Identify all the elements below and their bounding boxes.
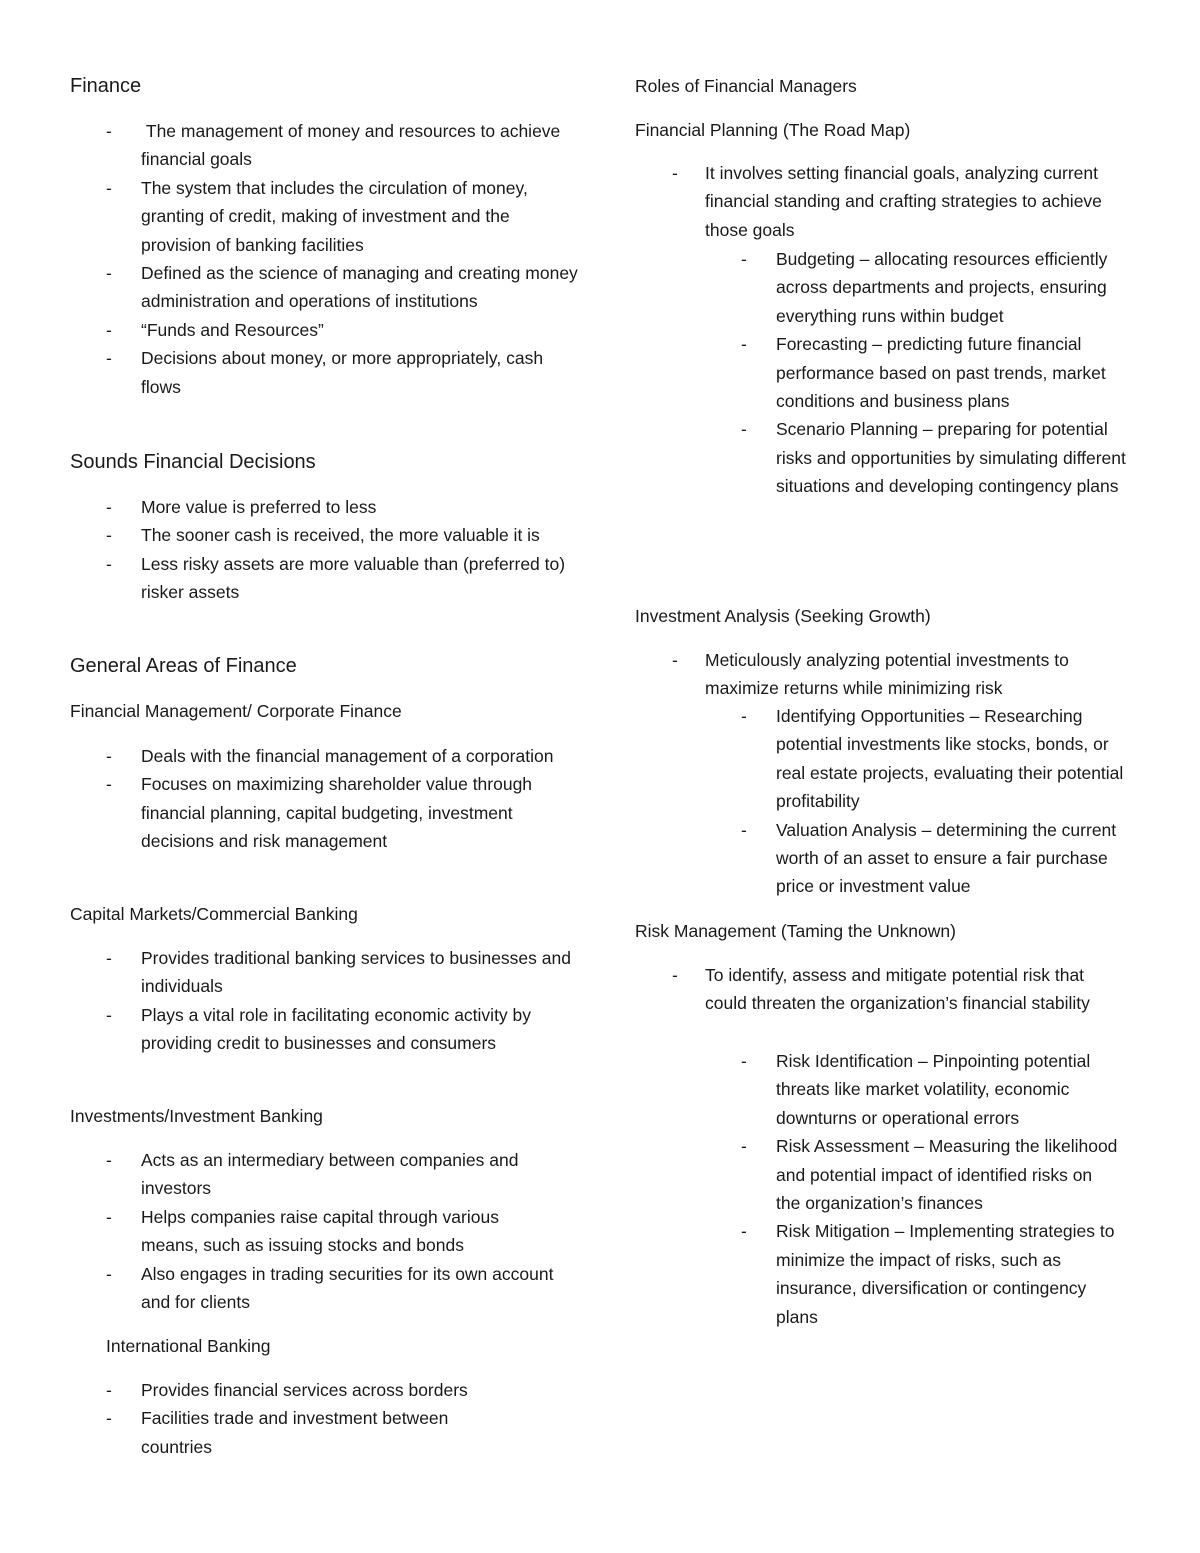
list-item: - Risk Assessment – Measuring the likelihood and potential impact of identified risks on the organization’s finances [776, 1132, 1121, 1217]
list-item: - Less risky assets are more valuable than (preferred to) risker assets [141, 550, 566, 607]
list-item: - Also engages in trading securities for its own account and for clients [141, 1260, 561, 1317]
list-item: - Risk Identification – Pinpointing potential threats like market volatility, economic downturns or operational errors [776, 1047, 1121, 1132]
investment-banking-subheading: Investments/Investment Banking [70, 1106, 323, 1126]
list-item: - Provides financial services across borders [141, 1376, 521, 1404]
general-areas-heading: General Areas of Finance [70, 655, 297, 677]
list-item: - Helps companies raise capital through various means, such as issuing stocks and bonds [141, 1203, 561, 1260]
list-item: - The management of money and resources to achieve financial goals [141, 117, 581, 174]
sound-decisions-heading: Sounds Financial Decisions [70, 451, 316, 473]
list-item: - Acts as an intermediary between companies and investors [141, 1146, 561, 1203]
list-item: - Focuses on maximizing shareholder value through financial planning, capital budgeting, investment decisions and risk management [141, 770, 571, 855]
list-item: - Facilities trade and investment between countries [141, 1404, 521, 1461]
risk-management-subheading: Risk Management (Taming the Unknown) [635, 921, 956, 941]
finance-heading: Finance [70, 75, 142, 97]
list-item: - Scenario Planning – preparing for potential risks and opportunities by simulating different situations and developing contingency plans [776, 415, 1131, 500]
list-item: - To identify, assess and mitigate potential risk that could threaten the organization’s financial stability [705, 961, 1130, 1018]
list-item: - The system that includes the circulation of money, granting of credit, making of investment and the provision of banking facilities [141, 174, 581, 259]
list-item: - The sooner cash is received, the more valuable it is [141, 521, 566, 549]
international-banking-list [141, 1376, 521, 1461]
financial-planning-list [705, 159, 1135, 244]
list-item: - More value is preferred to less [141, 493, 566, 521]
list-item: - Risk Mitigation – Implementing strategies to minimize the impact of risks, such as insurance, diversification or contingency plans [776, 1217, 1121, 1331]
list-item: - Meticulously analyzing potential investments to maximize returns while minimizing risk [705, 646, 1135, 703]
financial-planning-subheading: Financial Planning (The Road Map) [635, 120, 911, 140]
investment-analysis-sublist [776, 702, 1131, 901]
capital-markets-subheading: Capital Markets/Commercial Banking [70, 904, 358, 924]
investment-analysis-list [705, 646, 1135, 703]
roles-heading: Roles of Financial Managers [635, 76, 857, 96]
capital-markets-list [141, 944, 571, 1058]
international-banking-subheading: International Banking [106, 1336, 271, 1356]
list-item: - It involves setting financial goals, analyzing current financial standing and crafting strategies to achieve those goals [705, 159, 1135, 244]
financial-planning-sublist [776, 245, 1131, 501]
list-item: - Plays a vital role in facilitating economic activity by providing credit to businesses and consumers [141, 1001, 571, 1058]
list-item: - Defined as the science of managing and creating money administration and operations of institutions [141, 259, 581, 316]
financial-management-list [141, 742, 571, 856]
list-item: - Deals with the financial management of a corporation [141, 742, 571, 770]
finance-list [141, 117, 581, 401]
risk-management-list [705, 961, 1130, 1018]
list-item: - “Funds and Resources” [141, 316, 581, 344]
list-item: - Provides traditional banking services to businesses and individuals [141, 944, 571, 1001]
financial-management-subheading: Financial Management/ Corporate Finance [70, 701, 402, 721]
list-item: - Budgeting – allocating resources efficiently across departments and projects, ensuring everything runs within budget [776, 245, 1131, 330]
investment-analysis-subheading: Investment Analysis (Seeking Growth) [635, 606, 931, 626]
investment-banking-list [141, 1146, 561, 1316]
list-item: - Decisions about money, or more appropriately, cash flows [141, 344, 581, 401]
list-item: - Forecasting – predicting future financial performance based on past trends, market conditions and business plans [776, 330, 1131, 415]
sound-decisions-list [141, 493, 566, 607]
list-item: - Identifying Opportunities – Researching potential investments like stocks, bonds, or real estate projects, evaluating their potential profitability [776, 702, 1131, 816]
list-item: - Valuation Analysis – determining the current worth of an asset to ensure a fair purchase price or investment value [776, 816, 1131, 901]
risk-management-sublist [776, 1047, 1121, 1331]
